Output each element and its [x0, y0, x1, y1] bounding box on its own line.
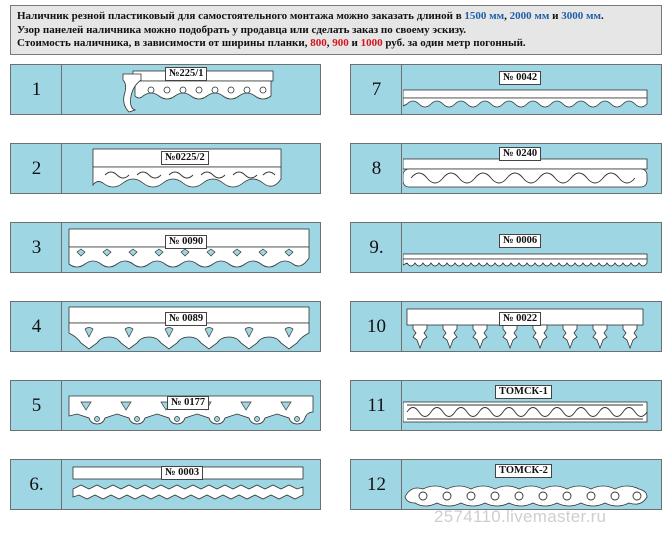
info-notice	[10, 5, 662, 55]
watermark: 2574110.livemaster.ru	[434, 507, 607, 526]
pattern-code: № 0022	[499, 312, 541, 326]
panel-number: 9.	[351, 223, 402, 272]
panel-number: 4	[11, 302, 62, 351]
panel-number: 3	[11, 223, 62, 272]
panel-number: 7	[351, 65, 402, 114]
pattern-code: № 0003	[161, 466, 203, 480]
pattern-code: № 0042	[499, 71, 541, 85]
panel-number: 5	[11, 381, 62, 430]
pattern-panel[interactable]	[10, 380, 321, 431]
panel-number: 2	[11, 144, 62, 193]
pattern-panel[interactable]	[350, 222, 662, 273]
length-option-1: 1500 мм	[464, 10, 505, 22]
pattern-panel[interactable]	[350, 301, 662, 352]
pattern-code: № 0089	[165, 312, 207, 326]
pattern-code: ТОМСК-1	[495, 385, 552, 399]
pattern-panel[interactable]	[10, 222, 321, 273]
notice-text: Стоимость наличника, в зависимости от ширины планки,	[17, 37, 311, 49]
length-option-3: 3000 мм	[561, 10, 601, 22]
pattern-code: №0225/2	[161, 151, 209, 165]
pattern-code: № 0177	[167, 396, 209, 410]
notice-text: руб. за один метр погонный.	[382, 37, 526, 49]
pattern-panel[interactable]	[350, 459, 662, 510]
notice-line-3	[17, 37, 655, 51]
notice-sep: ,	[326, 37, 333, 49]
trim-pattern-image	[403, 303, 661, 350]
pattern-code: № 0090	[165, 235, 207, 249]
panel-number: 6.	[11, 460, 62, 509]
panel-number: 11	[351, 381, 402, 430]
trim-pattern-image	[63, 303, 320, 350]
pattern-code: №225/1	[165, 67, 207, 81]
panel-number: 8	[351, 144, 402, 193]
price-option-1: 800	[310, 37, 327, 49]
notice-sep: .	[600, 10, 604, 22]
panel-number: 1	[11, 65, 62, 114]
notice-line-1	[17, 10, 655, 24]
notice-line-2: Узор панелей наличника можно подобрать у продавца или сделать заказ по своему эскизу.	[17, 23, 467, 36]
pattern-panel[interactable]	[10, 143, 321, 194]
pattern-panel[interactable]	[10, 459, 321, 510]
pattern-panel[interactable]	[10, 301, 321, 352]
pattern-code: ТОМСК-2	[495, 464, 552, 478]
length-option-2: 2000 мм	[509, 10, 550, 22]
pattern-panel[interactable]	[350, 380, 662, 431]
pattern-code: № 0006	[499, 234, 541, 248]
price-option-2: 900	[332, 37, 349, 49]
panel-number: 12	[351, 460, 402, 509]
price-option-3: 1000	[360, 37, 383, 49]
pattern-panel[interactable]	[350, 143, 662, 194]
notice-text: Наличник резной пластиковый для самостоятельного монтажа можно заказать длиной в	[17, 10, 465, 22]
pattern-panel[interactable]	[10, 64, 321, 115]
notice-sep: и	[348, 37, 361, 49]
notice-sep: и	[549, 10, 562, 22]
pattern-panel[interactable]	[350, 64, 662, 115]
pattern-code: № 0240	[499, 147, 541, 161]
notice-sep: ,	[504, 10, 510, 22]
panel-number: 10	[351, 302, 402, 351]
